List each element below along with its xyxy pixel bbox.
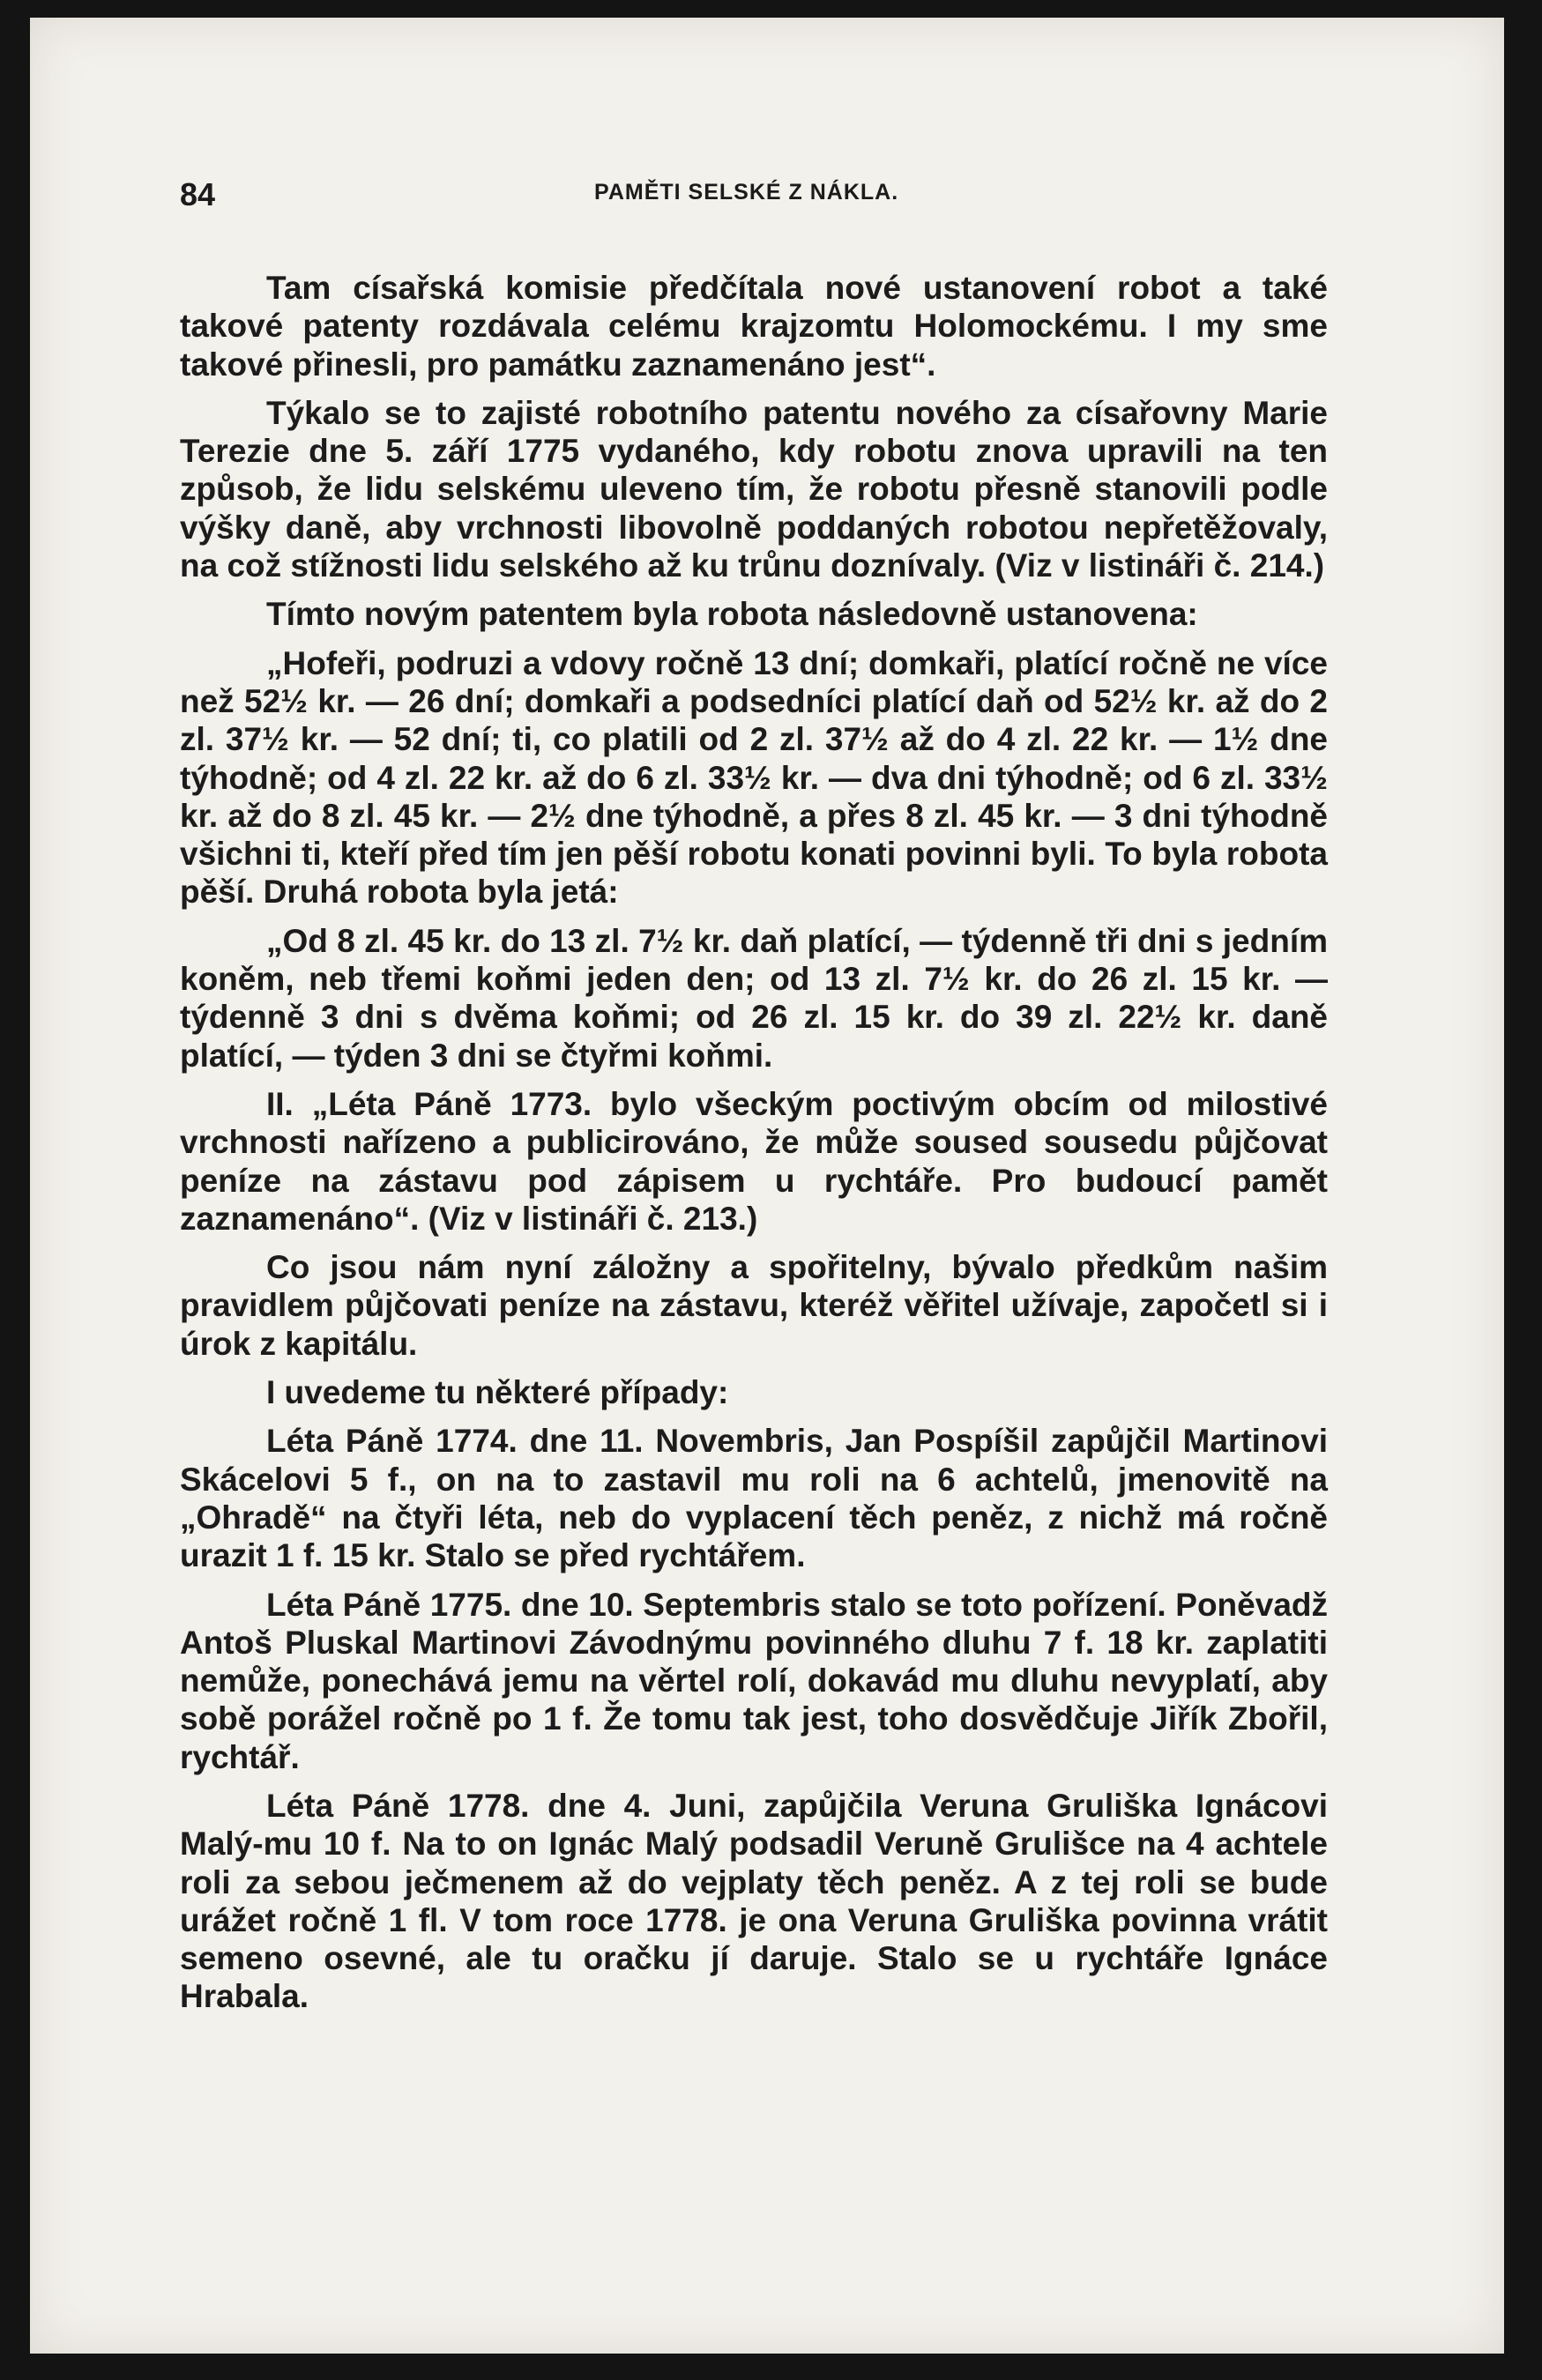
paragraph: II. „Léta Páně 1773. bylo všeckým poctivým obcím od milostivé vrchnosti nařízeno a publicirováno, že může soused sousedu půjčovat peníze na zástavu pod zápisem u rychtáře. Pro budoucí pamět zaznamenáno“. (Viz v listináři č. 213.) (180, 1085, 1328, 1237)
book-page (30, 18, 1504, 2354)
quote-paragraph: „Od 8 zl. 45 kr. do 13 zl. 7½ kr. daň platící, — týdenně tři dni s jedním koněm, neb třemi koňmi jeden den; od 13 zl. 7½ kr. do 26 zl. 15 kr. — týdenně 3 dni s dvěma koňmi; od 26 zl. 15 kr. do 39 zl. 22½ kr. daně platící, — týden 3 dni se čtyřmi koňmi. (180, 922, 1328, 1074)
paragraph: Léta Páně 1774. dne 11. Novembris, Jan Pospíšil zapůjčil Martinovi Skácelovi 5 f., on na to zastavil mu roli na 6 achtelů, jmenovitě na „Ohradě“ na čtyři léta, neb do vyplacení těch peněz, z nichž má ročně urazit 1 f. 15 kr. Stalo se před rychtářem. (180, 1423, 1328, 1574)
page-number: 84 (180, 176, 216, 212)
quote-paragraph: „Hofeři, podruzi a vdovy ročně 13 dní; domkaři, platící ročně ne více než 52½ kr. — 26 dní; domkaři a podsedníci platící daň od 52½ kr. až do 2 zl. 37½ kr. — 52 dní; ti, co platili od 2 zl. 37½ až do 4 zl. 22 kr. — 1½ dne týhodně; od 4 zl. 22 kr. až do 6 zl. 33½ kr. — dva dni týhodně; od 6 zl. 33½ kr. až do 8 zl. 45 kr. — 2½ dne týhodně, a přes 8 zl. 45 kr. — 3 dni týhodně všichni ti, kteří před tím jen pěší robotu konati povinni byli. To byla robota pěší. Druhá robota byla jetá: (180, 644, 1328, 911)
paragraph: Tam císařská komisie předčítala nové ustanovení robot a také takové patenty rozdávala celému krajzomtu Holomockému. I my sme takové přinesli, pro památku zaznamenáno jest“. (180, 270, 1328, 383)
paragraph: Týkalo se to zajisté robotního patentu nového za císařovny Marie Terezie dne 5. září 1775 vydaného, kdy robotu znova upravili na ten způsob, že lidu selskému uleveno tím, že robotu přesně stanovili podle výšky daně, aby vrchnosti libovolně poddaných robotou nepřetěžovaly, na což stížnosti lidu selského až ku trůnu doznívaly. (Viz v listináři č. 214.) (180, 394, 1328, 584)
page-header (180, 176, 1326, 220)
paragraph: Co jsou nám nyní záložny a spořitelny, bývalo předkům našim pravidlem půjčovati peníze na zástavu, kteréž věřitel užívaje, započetl si i úrok z kapitálu. (180, 1249, 1328, 1362)
running-title: PAMĚTI SELSKÉ Z NÁKLA. (594, 180, 899, 205)
paragraph: Léta Páně 1778. dne 4. Juni, zapůjčila Veruna Gruliška Ignácovi Malý-mu 10 f. Na to on Ignác Malý podsadil Veruně Grulišce na 4 achtele roli za sebou ječmenem až do vejplaty těch peněz. A z tej roli se bude urážet ročně 1 fl. V tom roce 1778. je ona Veruna Gruliška povinna vrátit semeno osevné, ale tu oračku jí daruje. Stalo se u rychtáře Ignáce Hrabala. (180, 1787, 1328, 2015)
paragraph: Tímto novým patentem byla robota následovně ustanovena: (266, 596, 1198, 633)
body-text (180, 269, 1328, 2027)
paragraph: I uvedeme tu některé případy: (266, 1374, 729, 1411)
paragraph: Léta Páně 1775. dne 10. Septembris stalo se toto pořízení. Poněvadž Antoš Pluskal Martinovi Závodnýmu povinného dluhu 7 f. 18 kr. zaplatiti nemůže, ponechává jemu na věrtel rolí, dokavád mu dluhu nevyplatí, aby sobě porážel ročně po 1 f. Že tomu tak jest, toho dosvědčuje Jiřík Zbořil, rychtář. (180, 1586, 1328, 1775)
